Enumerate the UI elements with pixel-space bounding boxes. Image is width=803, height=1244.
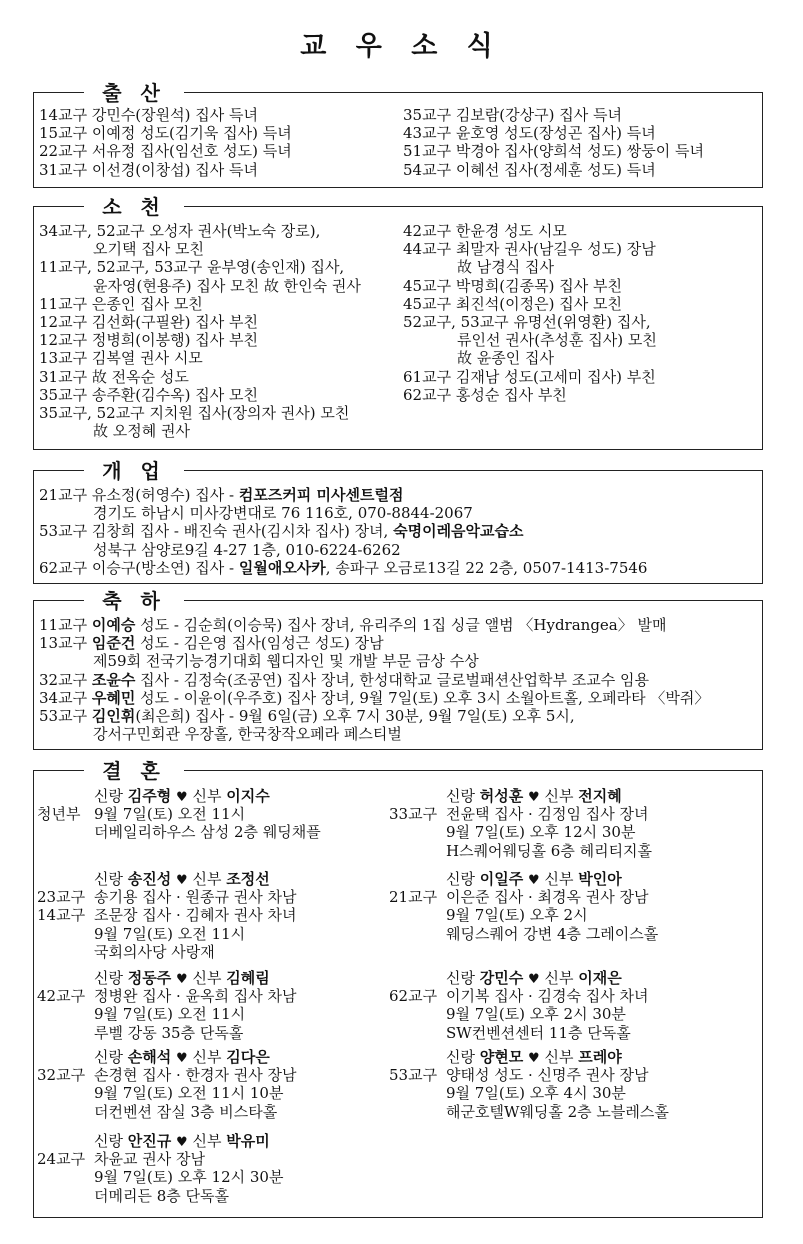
list-item: 53교구 김창희 집사 - 배진숙 권사(김시차 집사) 장녀, 숙명이레음악교습소: [39, 522, 524, 541]
parish-label: 53교구: [389, 1066, 438, 1085]
wedding-couple: 신랑 이일주 ♥ 신부 박인아: [446, 870, 622, 888]
list-item: 34교구 우혜민 성도 - 이윤이(우주호) 집사 장녀, 9월 7일(토) 오후 3시 소월아트홀, 오페라타 〈박쥐〉: [39, 688, 710, 707]
list-item: 11교구 은종인 집사 모친: [39, 294, 203, 313]
wedding-entry: 신랑 김주형 ♥ 신부 이지수 청년부 9월 7일(토) 오전 11시 더베일리하우스 삼성 2층 웨딩채플: [37, 787, 397, 842]
list-item: 35교구 김보람(강상구) 집사 득녀: [403, 106, 622, 124]
list-item-detail: 제59회 전국기능경기대회 웹디자인 및 개발 부문 금상 수상: [93, 652, 479, 671]
wedding-entry: 신랑 강민수 ♥ 신부 이재은 62교구 이기복 집사 · 김경숙 집사 차녀 9월 7일(토) 오후 2시 30분 SW컨벤션센터 11층 단독홀: [389, 969, 749, 1042]
section-opening: [33, 459, 763, 584]
list-item: 32교구 조윤수 집사 - 김정숙(조공연) 집사 장녀, 한성대학교 글로벌패션산업학부 조교수 임용: [39, 670, 649, 689]
list-item: 15교구 이예정 성도(김기욱 집사) 득녀: [39, 124, 292, 143]
heart-icon: ♥: [176, 1051, 188, 1066]
list-item: 53교구 김인휘(최은희) 집사 - 9월 6일(금) 오후 7시 30분, 9월 7일(토) 오후 5시,: [39, 706, 575, 725]
list-item: 11교구, 52교구, 53교구 윤부영(송인재) 집사,: [39, 258, 345, 277]
list-item: 오기택 집사 모친: [93, 240, 204, 259]
wedding-couple: 신랑 안진규 ♥ 신부 박유미: [94, 1132, 270, 1150]
wedding-couple: 신랑 강민수 ♥ 신부 이재은: [446, 969, 622, 987]
wedding-couple: 신랑 양현모 ♥ 신부 프레야: [446, 1048, 622, 1066]
wedding-entry: 신랑 양현모 ♥ 신부 프레야 53교구 양태성 성도 · 신명주 권사 장남 9월 7일(토) 오후 4시 30분 해군호텔W웨딩홀 2층 노블레스홀: [389, 1048, 749, 1121]
parish-label: 32교구: [37, 1066, 86, 1085]
parish-label: 24교구: [37, 1150, 86, 1169]
list-item: 윤자영(현용주) 집사 모친 故 한인숙 권사: [93, 276, 361, 295]
list-item: 45교구 최진석(이정은) 집사 모친: [403, 294, 622, 313]
section-birth: [33, 81, 763, 188]
wedding-entry: 신랑 손해석 ♥ 신부 김다은 32교구 손경현 집사 · 한경자 권사 장남 9월 7일(토) 오전 11시 10분 더컨벤션 잠실 3층 비스타홀: [37, 1048, 397, 1121]
section-heading-opening: 개 업: [84, 459, 184, 483]
list-item: 14교구 강민수(장원석) 집사 득녀: [39, 106, 258, 124]
wedding-couple: 신랑 김주형 ♥ 신부 이지수: [94, 787, 270, 805]
list-item: 故 윤종인 집사: [457, 349, 554, 368]
list-item: 52교구, 53교구 유명선(위영환) 집사,: [403, 312, 651, 331]
parish-label: 23교구: [37, 888, 86, 907]
heart-icon: ♥: [528, 972, 540, 987]
parish-label: 33교구: [389, 805, 438, 824]
page-title: 교 우 소 식: [300, 31, 503, 62]
wedding-entry: 신랑 정동주 ♥ 신부 김혜림 42교구 정병완 집사 · 윤옥희 집사 차남 9월 7일(토) 오전 11시 루벨 강동 35층 단독홀: [37, 969, 397, 1042]
list-item: 류인선 권사(추성훈 집사) 모친: [457, 331, 657, 350]
list-item-detail: 강서구민회관 우장홀, 한국창작오페라 페스티벌: [93, 725, 402, 744]
list-item: 22교구 서유정 집사(임선호 성도) 득녀: [39, 142, 292, 161]
heart-icon: ♥: [176, 873, 188, 888]
list-item: 11교구 이예승 성도 - 김순희(이승묵) 집사 장녀, 유리주의 1집 싱글 앨범 〈Hydrangea〉 발매: [39, 616, 667, 634]
heart-icon: ♥: [176, 972, 188, 987]
list-item: 31교구 이선경(이창섭) 집사 득녀: [39, 160, 258, 179]
list-item: 44교구 최말자 권사(남길우 성도) 장남: [403, 240, 656, 259]
list-item: 51교구 박경아 집사(양희석 성도) 쌍둥이 득녀: [403, 142, 704, 161]
heart-icon: ♥: [176, 790, 188, 805]
list-item: 61교구 김재남 성도(고세미 집사) 부친: [403, 367, 656, 386]
section-death: [33, 195, 763, 450]
list-item: 54교구 이혜선 집사(정세훈 성도) 득녀: [403, 160, 656, 179]
heart-icon: ♥: [176, 1135, 188, 1150]
list-item-detail: 경기도 하남시 미사강변대로 76 116호, 070-8844-2067: [93, 504, 473, 523]
section-heading-wedding: 결 혼: [84, 759, 184, 783]
wedding-couple: 신랑 손해석 ♥ 신부 김다은: [94, 1048, 270, 1066]
list-item: 12교구 김선화(구필완) 집사 부친: [39, 312, 258, 331]
list-item: 故 오정혜 권사: [93, 422, 190, 441]
wedding-couple: 신랑 정동주 ♥ 신부 김혜림: [94, 969, 270, 987]
list-item: 43교구 윤호영 성도(장성곤 집사) 득녀: [403, 124, 656, 143]
list-item: 62교구 이승구(방소연) 집사 - 일월애오사카, 송파구 오금로13길 22 2층, 0507-1413-7546: [39, 558, 648, 577]
list-item: 35교구 송주환(김수옥) 집사 모친: [39, 385, 258, 404]
list-item: 35교구, 52교구 지치원 집사(장의자 권사) 모친: [39, 403, 350, 422]
section-heading-death: 소 천: [84, 195, 184, 219]
section-heading-birth: 출 산: [84, 81, 184, 105]
wedding-entry: 신랑 안진규 ♥ 신부 박유미 24교구 차윤교 권사 장남 9월 7일(토) 오후 12시 30분 더메리든 8층 단독홀: [37, 1132, 397, 1205]
list-item: 45교구 박명희(김종목) 집사 부친: [403, 276, 622, 295]
wedding-entry: 신랑 허성훈 ♥ 신부 전지혜 33교구 전윤택 집사 · 김정임 집사 장녀 9월 7일(토) 오후 12시 30분 H스퀘어웨딩홀 6층 헤리티지홀: [389, 787, 749, 860]
wedding-couple: 신랑 허성훈 ♥ 신부 전지혜: [446, 787, 622, 805]
list-item-detail: 성북구 삼양로9길 4-27 1층, 010-6224-6262: [93, 540, 401, 559]
parish-label: 62교구: [389, 987, 438, 1006]
parish-label: 14교구: [37, 906, 86, 925]
heart-icon: ♥: [528, 1051, 540, 1066]
section-wedding: [33, 759, 763, 1218]
parish-label: 42교구: [37, 987, 86, 1006]
list-item: 12교구 정병희(이봉행) 집사 부친: [39, 331, 258, 350]
heart-icon: ♥: [528, 790, 540, 805]
list-item: 13교구 임준건 성도 - 김은영 집사(임성근 성도) 장남: [39, 634, 384, 653]
list-item: 13교구 김복열 권사 시모: [39, 349, 203, 368]
list-item: 34교구, 52교구 오성자 권사(박노숙 장로),: [39, 222, 321, 240]
section-congrats: [33, 589, 763, 750]
list-item: 62교구 홍성순 집사 부친: [403, 385, 567, 404]
section-heading-congrats: 축 하: [84, 589, 184, 613]
parish-label: 21교구: [389, 888, 438, 907]
list-item: 21교구 유소정(허영수) 집사 - 컴포즈커피 미사센트럴점: [39, 486, 404, 504]
list-item: 42교구 한윤경 성도 시모: [403, 222, 567, 240]
list-item: 31교구 故 전옥순 성도: [39, 367, 189, 386]
parish-label: 청년부: [37, 805, 81, 824]
list-item: 故 남경식 집사: [457, 258, 554, 277]
heart-icon: ♥: [528, 873, 540, 888]
wedding-couple: 신랑 송진성 ♥ 신부 조정선: [94, 870, 270, 888]
wedding-entry: 신랑 송진성 ♥ 신부 조정선 23교구 송기용 집사 · 원종규 권사 차남 14교구 조문장 집사 · 김혜자 권사 차녀 9월 7일(토) 오전 11시 국회의사당 사랑재: [37, 870, 397, 961]
wedding-entry: 신랑 이일주 ♥ 신부 박인아 21교구 이은준 집사 · 최경옥 권사 장남 9월 7일(토) 오후 2시 웨딩스퀘어 강변 4층 그레이스홀: [389, 870, 749, 943]
